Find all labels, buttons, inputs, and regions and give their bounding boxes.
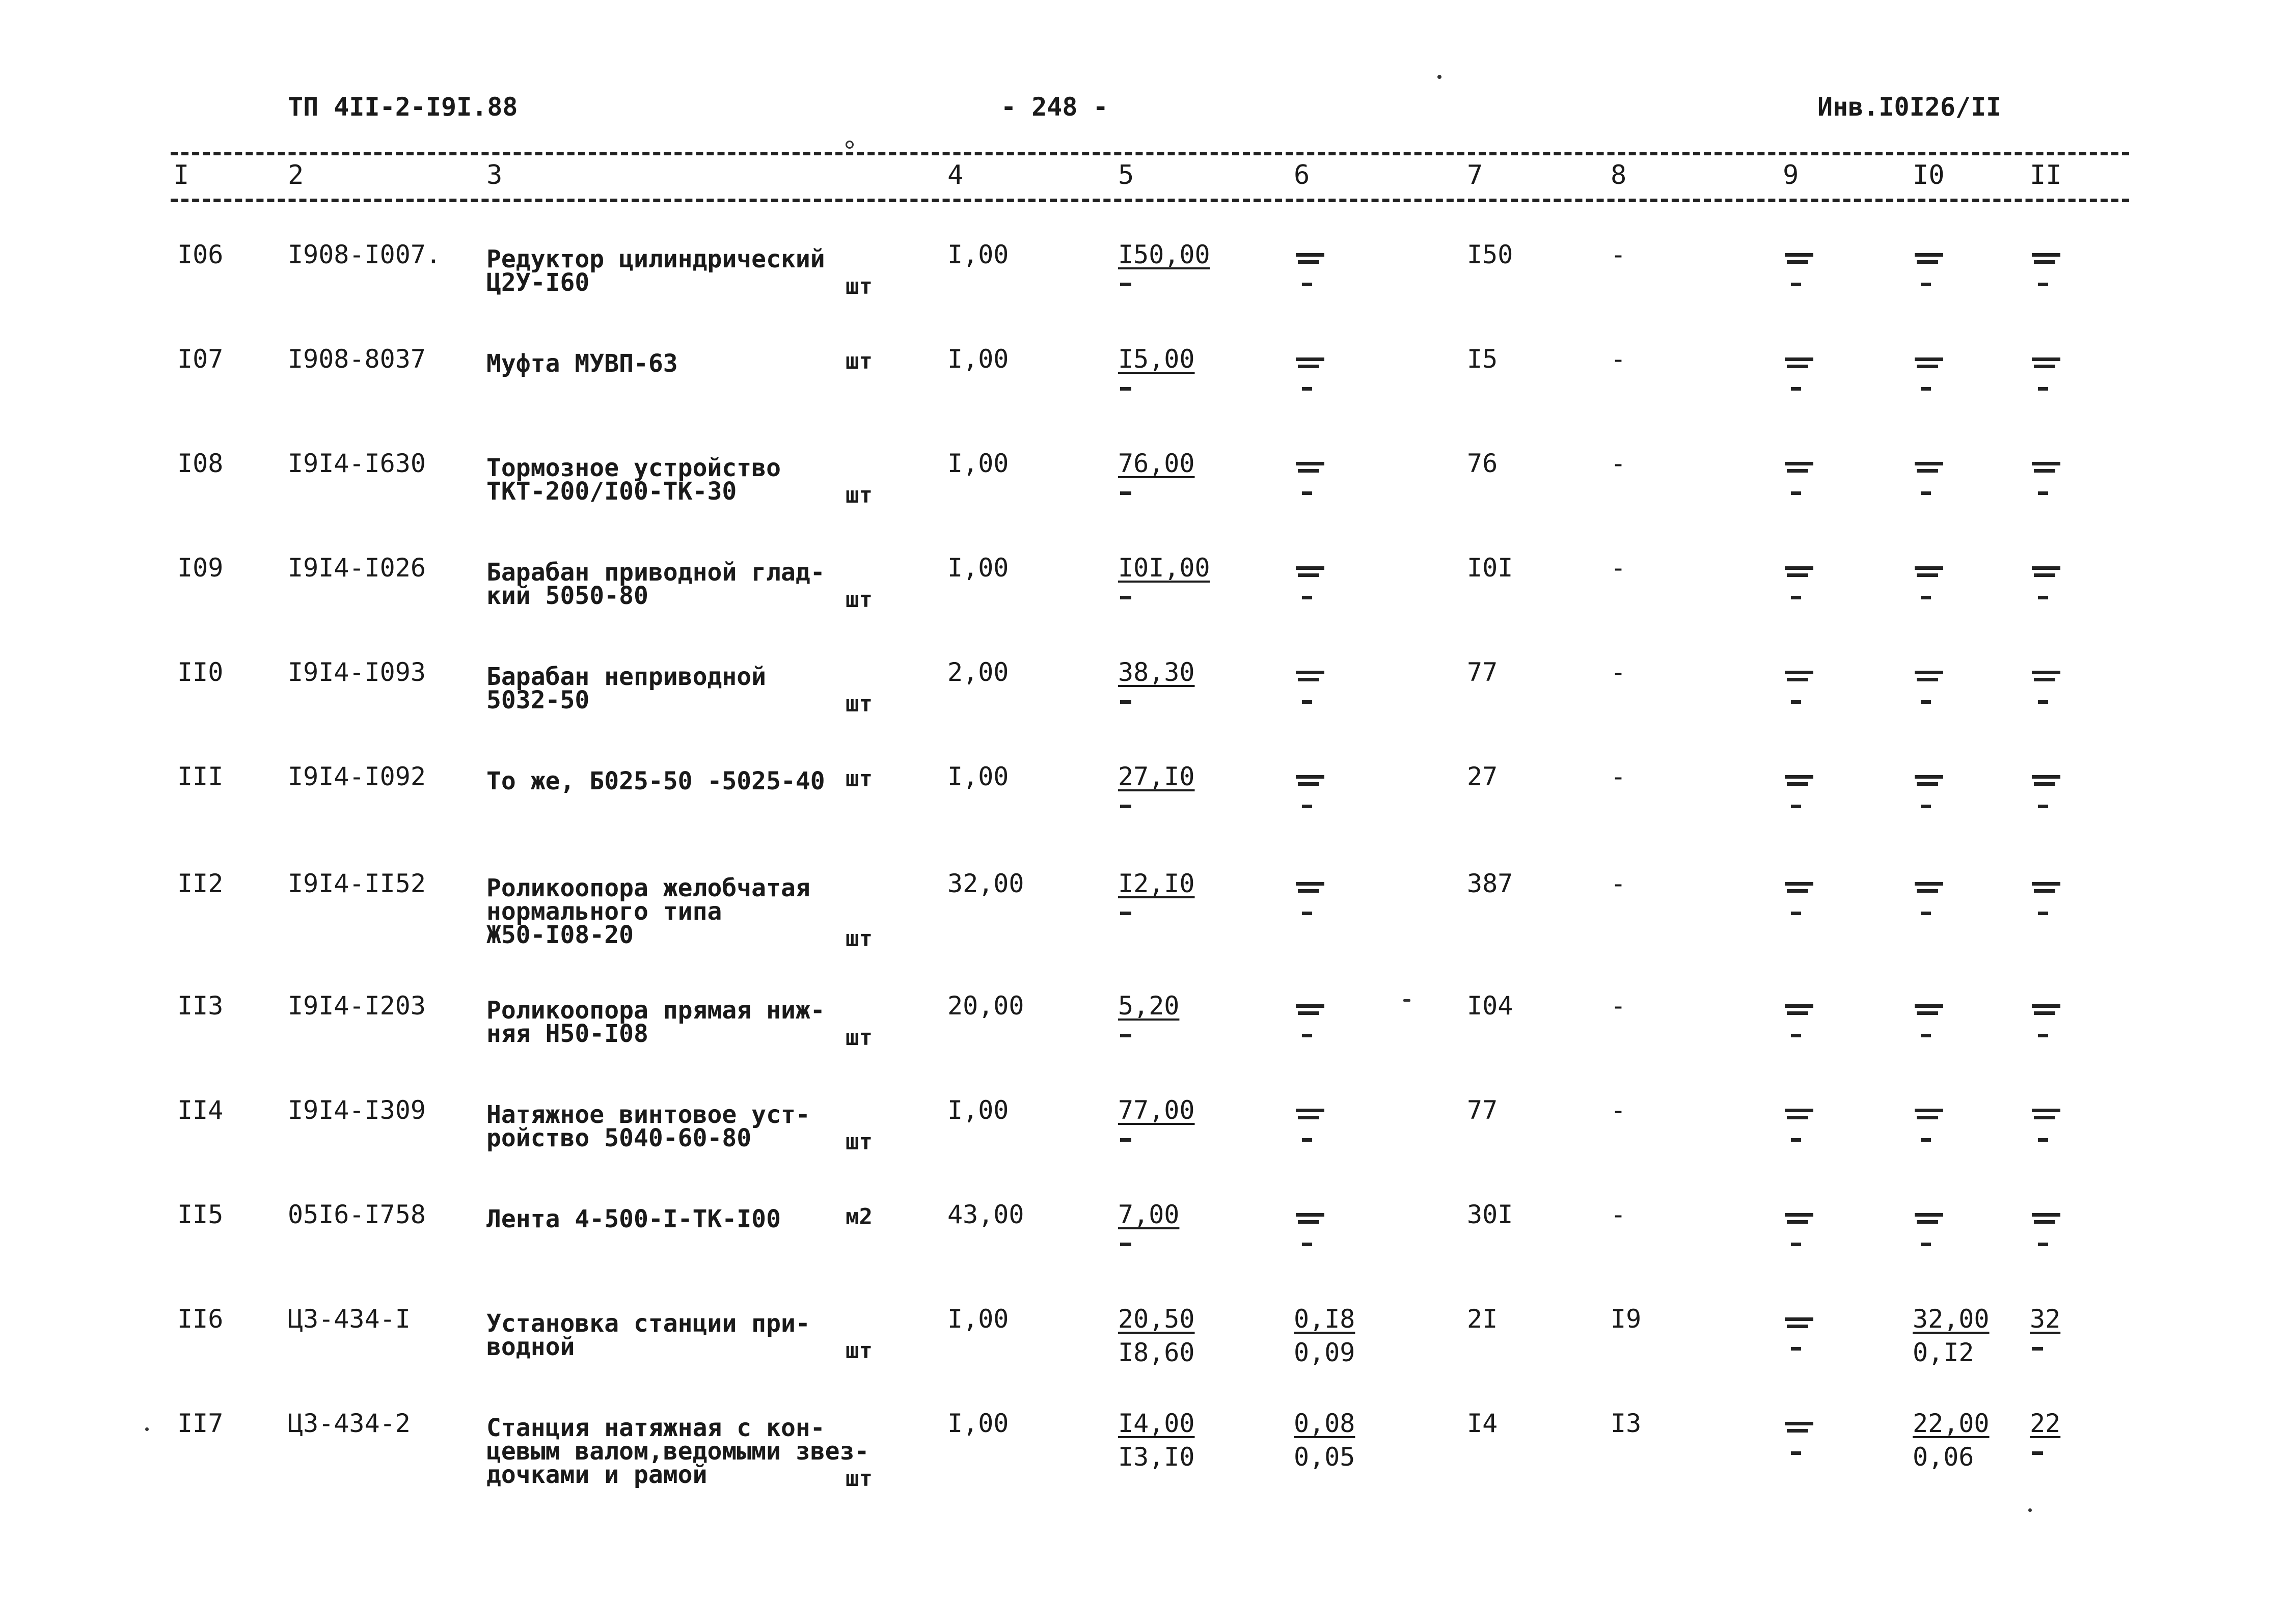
unit-cost: I4,00 xyxy=(1118,1409,1195,1438)
dash-mark xyxy=(2032,1451,2043,1455)
scan-speck xyxy=(2028,1508,2032,1512)
ditto-mark xyxy=(1302,283,1312,286)
inventory-number: Инв.I0I26/II xyxy=(1817,92,2002,122)
total-cost: 30I xyxy=(1467,1200,1513,1229)
col11-value: 22 xyxy=(2030,1409,2061,1438)
ditto-mark xyxy=(1787,1429,1808,1433)
col8-value: - xyxy=(1611,553,1626,583)
unit-cost: I2,I0 xyxy=(1118,869,1195,898)
item-name-line: Ц2У-I60 xyxy=(486,268,590,297)
ditto-mark xyxy=(1785,1109,1813,1112)
ditto-mark xyxy=(1787,1220,1808,1224)
ditto-mark xyxy=(1785,671,1813,674)
ditto-mark xyxy=(2038,491,2048,495)
ditto-mark xyxy=(1302,491,1312,495)
scan-speck xyxy=(1437,75,1441,79)
col8-value: - xyxy=(1611,344,1626,374)
ditto-mark xyxy=(2032,882,2060,886)
ditto-mark xyxy=(1787,573,1808,577)
row-number: II6 xyxy=(177,1304,224,1334)
item-name-line: Ж50-I08-20 xyxy=(486,921,634,949)
item-code: I908-8037 xyxy=(288,344,426,374)
quantity: I,00 xyxy=(947,1095,1009,1125)
col8-value: - xyxy=(1611,240,1626,269)
item-name-line: водной xyxy=(486,1333,575,1361)
ditto-mark xyxy=(1921,912,1931,915)
ditto-mark xyxy=(1298,889,1319,893)
unit-of-measure: шт xyxy=(846,926,873,952)
ditto-mark xyxy=(1915,1213,1943,1217)
ditto-mark xyxy=(1785,357,1813,361)
row-number: II3 xyxy=(177,991,224,1021)
row-number: II0 xyxy=(177,657,224,687)
dash-mark xyxy=(2032,1347,2043,1351)
item-name-line: Тормозное устройство xyxy=(486,454,781,482)
ditto-mark xyxy=(1917,1116,1938,1119)
ditto-mark xyxy=(1921,596,1931,599)
ditto-mark xyxy=(1298,782,1319,786)
ditto-mark xyxy=(2034,889,2055,893)
item-name-line: Редуктор цилиндрический xyxy=(486,245,825,273)
unit-of-measure: шт xyxy=(846,766,873,792)
ditto-mark xyxy=(1915,1004,1943,1008)
ditto-mark xyxy=(2034,365,2055,368)
ditto-mark xyxy=(2038,1034,2048,1037)
item-code: Ц3-434-I xyxy=(288,1304,411,1334)
total-cost: 2I xyxy=(1467,1304,1498,1334)
ditto-mark xyxy=(1921,491,1931,495)
ditto-mark xyxy=(2032,357,2060,361)
ditto-mark xyxy=(1296,1213,1324,1217)
ditto-mark xyxy=(2034,573,2055,577)
unit-cost: 77,00 xyxy=(1118,1095,1195,1125)
page-number: - 248 - xyxy=(1001,92,1108,122)
ditto-mark xyxy=(1915,1109,1943,1112)
ditto-mark xyxy=(1791,1347,1801,1351)
ditto-mark xyxy=(2038,1138,2048,1142)
item-name-line: кий 5050-80 xyxy=(486,582,648,610)
row-number: II5 xyxy=(177,1200,224,1229)
ditto-mark xyxy=(1791,491,1801,495)
column-header-1: I xyxy=(173,160,189,190)
ditto-mark xyxy=(1296,357,1324,361)
unit-of-measure: шт xyxy=(846,691,873,717)
ditto-mark xyxy=(1302,805,1312,808)
ditto-mark xyxy=(1296,566,1324,570)
ditto-mark xyxy=(1791,283,1801,286)
quantity: I,00 xyxy=(947,1409,1009,1438)
ditto-mark xyxy=(1298,1220,1319,1224)
item-code: Ц3-434-2 xyxy=(288,1409,411,1438)
col10-value: 22,00 xyxy=(1913,1409,1990,1438)
ditto-mark xyxy=(1302,1034,1312,1037)
ditto-mark xyxy=(1302,1243,1312,1246)
ditto-mark xyxy=(2032,1109,2060,1112)
ditto-mark xyxy=(1787,469,1808,473)
quantity: I,00 xyxy=(947,1304,1009,1334)
quantity: I,00 xyxy=(947,240,1009,269)
ditto-mark xyxy=(1915,671,1943,674)
col8-value: - xyxy=(1611,762,1626,791)
ditto-mark xyxy=(1787,1011,1808,1015)
ditto-mark xyxy=(2032,462,2060,465)
col6-value-lower: 0,09 xyxy=(1294,1338,1355,1367)
col8-value: I9 xyxy=(1611,1304,1642,1334)
col8-value: - xyxy=(1611,449,1626,478)
unit-cost: 38,30 xyxy=(1118,657,1195,687)
unit-of-measure: шт xyxy=(846,1129,873,1155)
col8-value: - xyxy=(1611,657,1626,687)
ditto-mark xyxy=(2038,912,2048,915)
item-name-line: То же, Б025-50 -5025-40 xyxy=(486,767,825,795)
ditto-mark xyxy=(1791,1243,1801,1246)
dash-mark xyxy=(1120,700,1131,704)
unit-cost: 27,I0 xyxy=(1118,762,1195,791)
ditto-mark xyxy=(1302,596,1312,599)
ditto-mark xyxy=(2038,283,2048,286)
col10-value-lower: 0,06 xyxy=(1913,1442,1974,1472)
ditto-mark xyxy=(1785,462,1813,465)
dash-mark xyxy=(1120,1243,1131,1246)
ditto-mark xyxy=(1785,253,1813,257)
ditto-mark xyxy=(2038,805,2048,808)
ditto-mark xyxy=(1921,1034,1931,1037)
ditto-mark xyxy=(1917,889,1938,893)
item-name-line: Лента 4-500-I-ТК-I00 xyxy=(486,1205,781,1233)
ditto-mark xyxy=(1787,1116,1808,1119)
col8-value: - xyxy=(1611,1200,1626,1229)
col8-value: - xyxy=(1611,991,1626,1021)
item-code: I9I4-II52 xyxy=(288,869,426,898)
unit-of-measure: шт xyxy=(846,273,873,299)
ditto-mark xyxy=(2032,775,2060,779)
document-code: ТП 4II-2-I9I.88 xyxy=(288,92,518,122)
ditto-mark xyxy=(2038,700,2048,704)
item-name-line: ТКТ-200/I00-ТК-30 xyxy=(486,477,737,506)
total-cost: 77 xyxy=(1467,1095,1498,1125)
item-name-line: няя Н50-I08 xyxy=(486,1020,648,1048)
item-name-line: Роликоопора прямая ниж- xyxy=(486,996,825,1025)
ditto-mark xyxy=(1917,782,1938,786)
ditto-mark xyxy=(1915,357,1943,361)
row-number: I08 xyxy=(177,449,224,478)
ditto-mark xyxy=(1787,889,1808,893)
ditto-mark xyxy=(1921,283,1931,286)
dash-mark xyxy=(1120,283,1131,286)
dash-mark xyxy=(1120,912,1131,915)
ditto-mark xyxy=(1917,678,1938,681)
total-cost: I4 xyxy=(1467,1409,1498,1438)
ditto-mark xyxy=(1298,1116,1319,1119)
scan-speck xyxy=(846,141,854,149)
ditto-mark xyxy=(1915,253,1943,257)
item-code: I908-I007. xyxy=(288,240,442,269)
quantity: 32,00 xyxy=(947,869,1024,898)
column-header-9: 9 xyxy=(1783,160,1799,190)
item-name-line: Установка станции при- xyxy=(486,1309,810,1338)
ditto-mark xyxy=(2034,782,2055,786)
item-code: 05I6-I758 xyxy=(288,1200,426,1229)
unit-of-measure: шт xyxy=(846,1466,873,1492)
unit-cost: 76,00 xyxy=(1118,449,1195,478)
ditto-mark xyxy=(2034,260,2055,264)
ditto-mark xyxy=(2034,1011,2055,1015)
total-cost: I04 xyxy=(1467,991,1513,1021)
ditto-mark xyxy=(1917,365,1938,368)
quantity: I,00 xyxy=(947,344,1009,374)
ditto-mark xyxy=(1302,912,1312,915)
ditto-mark xyxy=(1296,775,1324,779)
quantity: 2,00 xyxy=(947,657,1009,687)
ditto-mark xyxy=(1921,387,1931,391)
header-rule-bottom xyxy=(171,199,2129,202)
quantity: I,00 xyxy=(947,553,1009,583)
ditto-mark xyxy=(1302,700,1312,704)
ditto-mark xyxy=(1915,775,1943,779)
dash-mark xyxy=(1120,387,1131,391)
ditto-mark xyxy=(1298,260,1319,264)
item-name-line: Станция натяжная с кон- xyxy=(486,1414,825,1442)
column-header-2: 2 xyxy=(288,160,304,190)
item-code: I9I4-I630 xyxy=(288,449,426,478)
dash-mark xyxy=(1120,1034,1131,1037)
ditto-mark xyxy=(1791,700,1801,704)
ditto-mark xyxy=(2034,469,2055,473)
ditto-mark xyxy=(2032,671,2060,674)
total-cost: I50 xyxy=(1467,240,1513,269)
item-code: I9I4-I309 xyxy=(288,1095,426,1125)
total-cost: 77 xyxy=(1467,657,1498,687)
ditto-mark xyxy=(1917,1220,1938,1224)
row-number: I07 xyxy=(177,344,224,374)
column-header-10: I0 xyxy=(1913,160,1945,190)
quantity: 20,00 xyxy=(947,991,1024,1021)
ditto-mark xyxy=(1791,805,1801,808)
column-header-3: 3 xyxy=(486,160,503,190)
item-name-line: нормального типа xyxy=(486,897,722,926)
unit-cost: I5,00 xyxy=(1118,344,1195,374)
ditto-mark xyxy=(2032,253,2060,257)
dash-mark xyxy=(1120,805,1131,808)
ditto-mark xyxy=(1302,387,1312,391)
quantity: I,00 xyxy=(947,449,1009,478)
col8-value: I3 xyxy=(1611,1409,1642,1438)
col10-value: 32,00 xyxy=(1913,1304,1990,1334)
total-cost: I0I xyxy=(1467,553,1513,583)
row-number: III xyxy=(177,762,224,791)
col8-value: - xyxy=(1611,869,1626,898)
ditto-mark xyxy=(1787,1325,1808,1328)
item-name-line: Барабан приводной глад- xyxy=(486,558,825,587)
unit-cost: 5,20 xyxy=(1118,991,1180,1021)
unit-of-measure: шт xyxy=(846,482,873,508)
row-number: II7 xyxy=(177,1409,224,1438)
row-number: II2 xyxy=(177,869,224,898)
quantity: I,00 xyxy=(947,762,1009,791)
column-header-11: II xyxy=(2030,160,2062,190)
ditto-mark xyxy=(1921,1138,1931,1142)
dash-mark xyxy=(1120,596,1131,599)
dash-mark xyxy=(1120,491,1131,495)
col6-value-lower: 0,05 xyxy=(1294,1442,1355,1472)
unit-of-measure: м2 xyxy=(846,1204,873,1230)
unit-of-measure: шт xyxy=(846,587,873,613)
ditto-mark xyxy=(1296,671,1324,674)
ditto-mark xyxy=(1787,678,1808,681)
ditto-mark xyxy=(1298,365,1319,368)
scan-speck xyxy=(1403,999,1410,1002)
item-code: I9I4-I092 xyxy=(288,762,426,791)
ditto-mark xyxy=(1917,573,1938,577)
ditto-mark xyxy=(2032,1213,2060,1217)
col11-value: 32 xyxy=(2030,1304,2061,1334)
column-header-7: 7 xyxy=(1467,160,1483,190)
ditto-mark xyxy=(1785,882,1813,886)
ditto-mark xyxy=(1296,1004,1324,1008)
ditto-mark xyxy=(1298,678,1319,681)
ditto-mark xyxy=(1785,1213,1813,1217)
column-header-8: 8 xyxy=(1611,160,1627,190)
item-name-line: дочками и рамой xyxy=(486,1461,707,1489)
ditto-mark xyxy=(1917,1011,1938,1015)
column-header-4: 4 xyxy=(947,160,964,190)
ditto-mark xyxy=(2038,1243,2048,1246)
total-cost: 27 xyxy=(1467,762,1498,791)
ditto-mark xyxy=(1296,253,1324,257)
ditto-mark xyxy=(1921,700,1931,704)
quantity: 43,00 xyxy=(947,1200,1024,1229)
col6-value: 0,I8 xyxy=(1294,1304,1355,1334)
item-name-line: 5032-50 xyxy=(486,686,590,714)
ditto-mark xyxy=(1296,1109,1324,1112)
ditto-mark xyxy=(1915,462,1943,465)
ditto-mark xyxy=(1791,1451,1801,1455)
ditto-mark xyxy=(1785,566,1813,570)
ditto-mark xyxy=(1915,566,1943,570)
ditto-mark xyxy=(2032,1004,2060,1008)
ditto-mark xyxy=(1785,1317,1813,1321)
item-name-line: Барабан неприводной xyxy=(486,663,767,691)
item-code: I9I4-I093 xyxy=(288,657,426,687)
ditto-mark xyxy=(1785,1004,1813,1008)
unit-cost-wages: I8,60 xyxy=(1118,1338,1195,1367)
item-name-line: цевым валом,ведомыми звез- xyxy=(486,1437,869,1466)
header-rule-top xyxy=(171,152,2129,155)
col6-value: 0,08 xyxy=(1294,1409,1355,1438)
ditto-mark xyxy=(1298,469,1319,473)
ditto-mark xyxy=(1791,387,1801,391)
unit-cost: 20,50 xyxy=(1118,1304,1195,1334)
row-number: I06 xyxy=(177,240,224,269)
column-header-5: 5 xyxy=(1118,160,1134,190)
ditto-mark xyxy=(1917,469,1938,473)
total-cost: 387 xyxy=(1467,869,1513,898)
ditto-mark xyxy=(2034,1220,2055,1224)
ditto-mark xyxy=(1791,596,1801,599)
ditto-mark xyxy=(2032,566,2060,570)
ditto-mark xyxy=(1791,912,1801,915)
unit-cost-wages: I3,I0 xyxy=(1118,1442,1195,1472)
ditto-mark xyxy=(1787,782,1808,786)
ditto-mark xyxy=(1298,573,1319,577)
item-name-line: Натяжное винтовое уст- xyxy=(486,1100,810,1129)
unit-cost: I50,00 xyxy=(1118,240,1210,269)
col8-value: - xyxy=(1611,1095,1626,1125)
ditto-mark xyxy=(1791,1138,1801,1142)
ditto-mark xyxy=(1917,260,1938,264)
col10-value-lower: 0,I2 xyxy=(1913,1338,1974,1367)
ditto-mark xyxy=(2034,678,2055,681)
ditto-mark xyxy=(1915,882,1943,886)
ditto-mark xyxy=(1921,1243,1931,1246)
ditto-mark xyxy=(1787,365,1808,368)
unit-of-measure: шт xyxy=(846,1338,873,1364)
total-cost: 76 xyxy=(1467,449,1498,478)
item-name-line: Муфта МУВП-63 xyxy=(486,349,678,378)
unit-cost: I0I,00 xyxy=(1118,553,1210,583)
ditto-mark xyxy=(2038,387,2048,391)
scan-speck xyxy=(145,1427,149,1431)
ditto-mark xyxy=(1785,775,1813,779)
item-code: I9I4-I026 xyxy=(288,553,426,583)
unit-of-measure: шт xyxy=(846,1025,873,1051)
item-code: I9I4-I203 xyxy=(288,991,426,1021)
unit-cost: 7,00 xyxy=(1118,1200,1180,1229)
row-number: II4 xyxy=(177,1095,224,1125)
total-cost: I5 xyxy=(1467,344,1498,374)
ditto-mark xyxy=(1921,805,1931,808)
ditto-mark xyxy=(1296,462,1324,465)
dash-mark xyxy=(1120,1138,1131,1142)
ditto-mark xyxy=(1787,260,1808,264)
ditto-mark xyxy=(1791,1034,1801,1037)
ditto-mark xyxy=(1296,882,1324,886)
ditto-mark xyxy=(1785,1422,1813,1425)
item-name-line: Роликоопора желобчатая xyxy=(486,874,810,902)
item-name-line: ройство 5040-60-80 xyxy=(486,1124,752,1152)
ditto-mark xyxy=(2034,1116,2055,1119)
row-number: I09 xyxy=(177,553,224,583)
ditto-mark xyxy=(2038,596,2048,599)
unit-of-measure: шт xyxy=(846,348,873,374)
ditto-mark xyxy=(1298,1011,1319,1015)
column-header-6: 6 xyxy=(1294,160,1310,190)
ditto-mark xyxy=(1302,1138,1312,1142)
